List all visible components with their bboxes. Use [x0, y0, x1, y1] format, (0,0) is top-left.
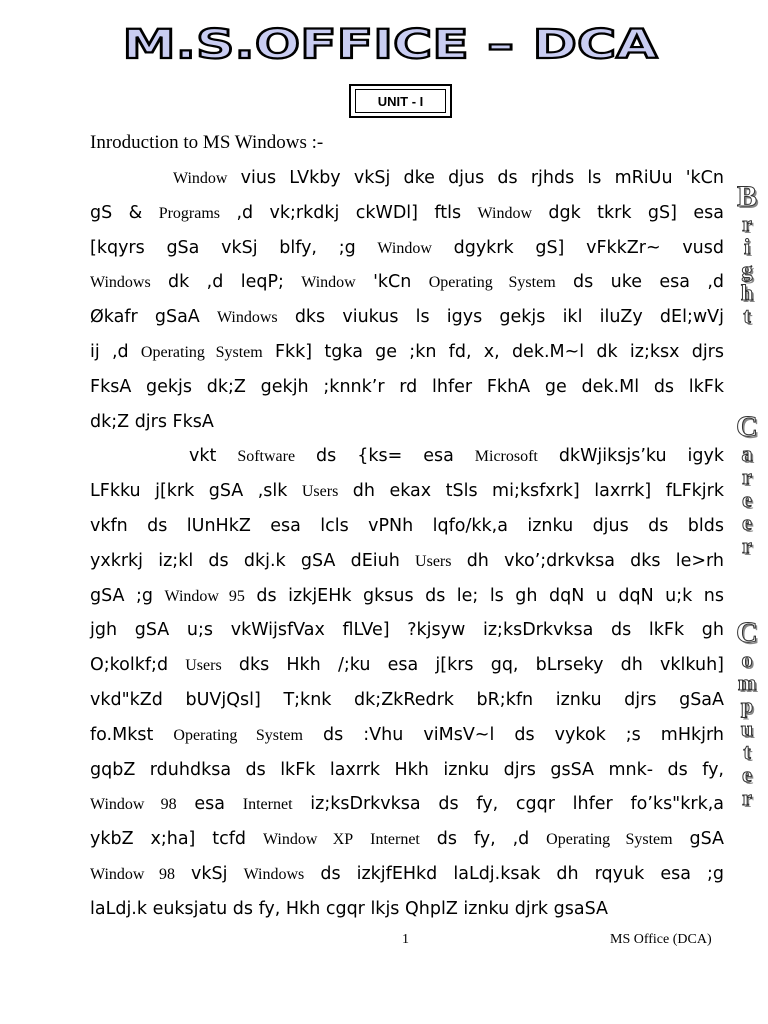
hindi-text: ,d vk;rkdkj ckWDl] ftls [220, 202, 478, 223]
english-term: Software [237, 448, 296, 466]
sidebar-word-computer [733, 618, 761, 810]
hindi-text: vius LVkby vkSj dke djus ds rjhds ls mRiUu 'kCn [227, 168, 724, 188]
hindi-text: ds {ks= esa [295, 446, 475, 467]
paragraph-line [90, 579, 724, 614]
sidebar-letter: a [741, 441, 753, 466]
sidebar-letter: r [742, 211, 752, 236]
english-term: Window [173, 170, 228, 187]
english-term: Operating System [428, 274, 556, 292]
english-term: Windows [90, 274, 151, 292]
sidebar-letter: e [742, 487, 752, 512]
paragraph-line [90, 787, 724, 822]
sidebar-letter: C [736, 616, 758, 649]
hindi-text: LFkku j[krk gSA ,slk [90, 481, 302, 502]
paragraph-line [90, 509, 724, 544]
paragraph-line [90, 718, 724, 753]
sidebar-letter: t [743, 739, 751, 764]
hindi-text: ds fy, ,d [419, 829, 547, 850]
paragraph-line [90, 335, 724, 370]
english-term: Operating System [546, 831, 673, 849]
hindi-text: ds izkjfEHkd laLdj.ksak dh rqyuk esa ;g [304, 863, 724, 884]
hindi-text: vkd"kZd bUVjQsl] T;knk dk;ZkRedrk bR;kfn iznku djrs gSaA [90, 689, 724, 710]
sidebar-letter: i [743, 234, 751, 259]
hindi-text: gSA [672, 829, 725, 850]
hindi-text: fo.Mkst [90, 724, 174, 745]
english-term: Operating System [173, 726, 303, 744]
paragraph-line [90, 857, 724, 892]
paragraph-line [90, 474, 724, 509]
hindi-text: yxkrkj iz;kl ds dkj.k gSA dEiuh [90, 550, 416, 571]
sidebar-letter: C [736, 410, 758, 443]
english-term: Operating System [140, 343, 263, 361]
footer-document-label: MS Office (DCA) [610, 932, 712, 947]
hindi-text: ds izkjEHk gksus ds le; ls gh dqN u dqN u;k ns [244, 585, 724, 606]
paragraph-line [90, 648, 724, 683]
paragraph-line [90, 439, 724, 474]
sidebar-letter: p [740, 693, 754, 718]
hindi-text: laLdj.k euksjatu ds fy, Hkh cgqr lkjs QhplZ iznku djrk gsaSA [90, 898, 608, 919]
english-term: Windows [243, 865, 305, 883]
hindi-text: dks viukus ls igys gekjs ikl iluZy dEl;wVj [277, 307, 725, 328]
sidebar-letter: h [740, 280, 754, 305]
hindi-text: ij ,d [90, 341, 141, 362]
english-term: Window 98 [90, 865, 175, 883]
english-term: Windows [216, 309, 278, 327]
paragraph-body [90, 161, 724, 927]
english-term: Window 98 [90, 796, 177, 814]
hindi-text: dh vko’;drkvksa dks le>rh [451, 550, 724, 571]
hindi-text: dh ekax tSls mi;ksfxrk] laxrrk] fLFkjrk [338, 481, 724, 502]
hindi-text: ykbZ x;ha] tcfd [90, 829, 263, 850]
section-heading: Inroduction to MS Windows :- [90, 132, 324, 153]
hindi-text: dk ,d leqP; [150, 272, 302, 293]
sidebar-letter: t [743, 303, 751, 328]
sidebar-letter: g [741, 257, 753, 282]
paragraph-line [90, 300, 724, 335]
english-term: Window XP [262, 831, 354, 849]
english-term: Users [301, 483, 339, 501]
sidebar-word-bright [733, 182, 761, 328]
hindi-text: ds :Vhu viMsV~l ds vykok ;s mHkjrh [302, 724, 724, 745]
hindi-text: gS & [90, 202, 159, 223]
sidebar-letter: r [742, 464, 752, 489]
english-term: Window [301, 274, 356, 292]
paragraph-line [90, 683, 724, 718]
paragraph-line [90, 196, 724, 231]
hindi-text [353, 829, 370, 849]
paragraph-line [90, 265, 724, 300]
hindi-text: vkSj [174, 863, 244, 884]
hindi-text: dk;Z djrs FksA [90, 411, 214, 432]
hindi-text: dks Hkh /;ku esa j[krs gq, bLrseky dh vklkuh] [221, 655, 724, 676]
english-term: Window 95 [164, 587, 245, 605]
sidebar-letter: r [742, 785, 752, 810]
sidebar-letter: m [737, 670, 757, 695]
footer-page-number: 1 [402, 932, 409, 947]
paragraph-line [90, 544, 724, 579]
paragraph-line [90, 231, 724, 266]
document-title [118, 22, 663, 66]
paragraph-line [90, 370, 724, 405]
hindi-text: dgk tkrk gS] esa [532, 202, 724, 223]
english-term: Microsoft [474, 448, 538, 466]
unit-label: UNIT - I [355, 89, 446, 113]
hindi-text: gSA ;g [90, 585, 165, 606]
paragraph-line [90, 753, 724, 788]
hindi-text: 'kCn [355, 272, 429, 293]
sidebar-letter: r [742, 533, 752, 558]
paragraph-line [90, 892, 724, 927]
english-term: Users [185, 657, 222, 675]
hindi-text: jgh gSA u;s vkWijsfVax flLVe] ?kjsyw iz;ksDrkvksa ds lkFk gh [90, 620, 724, 641]
english-term: Internet [370, 831, 420, 849]
sidebar-letter: e [742, 762, 752, 787]
paragraph-line [90, 161, 724, 196]
hindi-text: esa [176, 794, 243, 815]
hindi-text: FksA gekjs dk;Z gekjh ;knnk’r rd lhfer FkhA ge dek.Ml ds lkFk [90, 376, 724, 397]
english-term: Users [415, 552, 452, 570]
sidebar-letter: o [741, 647, 753, 672]
hindi-text: vkt [189, 446, 238, 467]
hindi-text: gqbZ rduhdksa ds lkFk laxrrk Hkh iznku djrs gsSA mnk- ds fy, [90, 759, 724, 780]
english-term: Window [477, 204, 532, 222]
hindi-text: iz;ksDrkvksa ds fy, cgqr lhfer fo’ks"krk,a [292, 794, 724, 815]
title-text: M.S.OFFICE – DCA [122, 22, 658, 66]
english-term: Programs [158, 204, 221, 222]
hindi-text: O;kolkf;d [90, 655, 186, 676]
paragraph-line [90, 405, 724, 440]
hindi-text: Fkk] tgka ge ;kn fd, x, dek.M~l dk iz;ksx djrs [262, 341, 724, 362]
hindi-text: ds uke esa ,d [555, 272, 724, 293]
unit-label-box [349, 84, 452, 118]
sidebar-letter: u [740, 716, 754, 741]
sidebar-letter: B [736, 180, 757, 213]
english-term: Window [377, 239, 432, 257]
paragraph-line [90, 822, 724, 857]
hindi-text: Økafr gSaA [90, 307, 217, 328]
english-term: Internet [242, 796, 293, 814]
sidebar-letter: e [742, 510, 752, 535]
hindi-text: dkWjiksjs’ku igyk [537, 446, 724, 467]
paragraph-line [90, 613, 724, 648]
hindi-text: vkfn ds lUnHkZ esa lcls vPNh lqfo/kk,a iznku djus ds blds [90, 515, 724, 536]
hindi-text: dgykrk gS] vFkkZr~ vusd [431, 237, 725, 258]
sidebar-word-career [733, 412, 761, 558]
hindi-text: [kqyrs gSa vkSj blfy, ;g [90, 237, 378, 258]
